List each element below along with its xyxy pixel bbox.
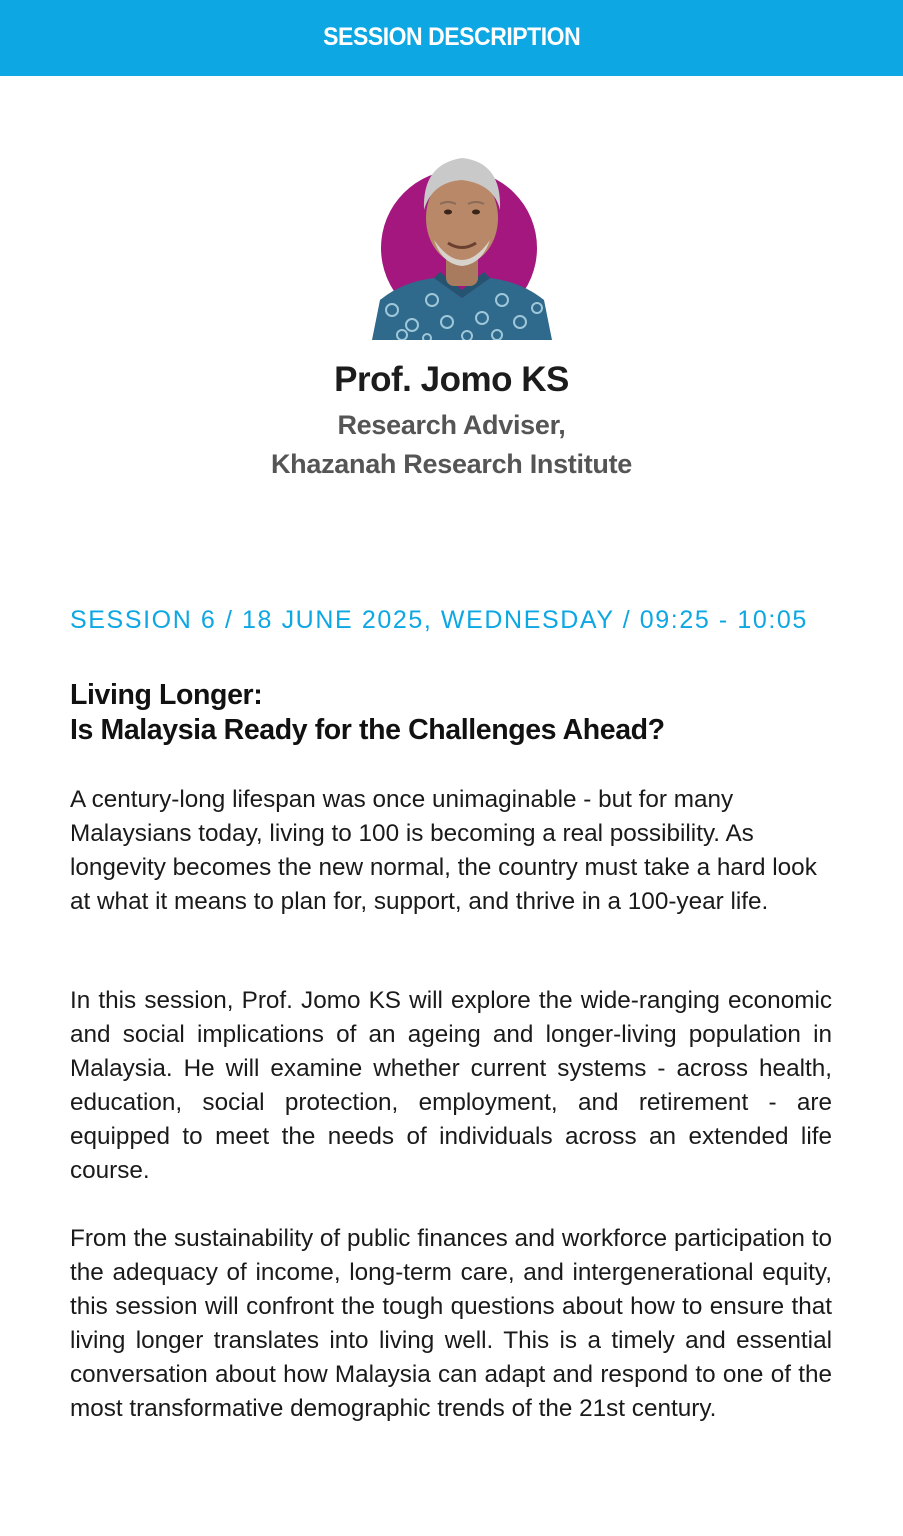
speaker-name: Prof. Jomo KS (334, 360, 569, 399)
session-meta: SESSION 6 / 18 JUNE 2025, WEDNESDAY / 09:25 - 10:05 (70, 606, 808, 634)
description-paragraph-3: From the sustainability of public finances and workforce participation to the adequacy of income, long-term care, and intergenerational equity, this session will confront the tough questions about how to ensure that living longer translates into living well. This is a timely and essential conversation about how Malaysia can adapt and respond to one of the most transformative demographic trends of the 21st century. (70, 1225, 832, 1422)
speaker-role (0, 406, 903, 484)
header-title: SESSION DESCRIPTION (322, 22, 581, 51)
speaker-portrait (342, 140, 582, 340)
session-title-line1: Living Longer: (70, 679, 263, 711)
session-title (70, 678, 850, 748)
header-bar (0, 0, 903, 76)
session-title-line2: Is Malaysia Ready for the Challenges Ahead? (70, 714, 665, 746)
description-paragraph-1: A century-long lifespan was once unimaginable - but for many Malaysians today, living to 100 is becoming a real possibility. As longevity becomes the new normal, the country must take a hard look at what it means to plan for, support, and thrive in a 100-year life. (70, 786, 817, 915)
speaker-role-title: Research Adviser, (337, 410, 566, 440)
speaker-organization: Khazanah Research Institute (270, 449, 632, 479)
description-paragraph-2: In this session, Prof. Jomo KS will explore the wide-ranging economic and social implications of an ageing and longer-living population in Malaysia. He will examine whether current systems - across health, education, social protection, employment, and retirement - are equipped to meet the needs of individuals across an extended life course. (70, 987, 832, 1184)
